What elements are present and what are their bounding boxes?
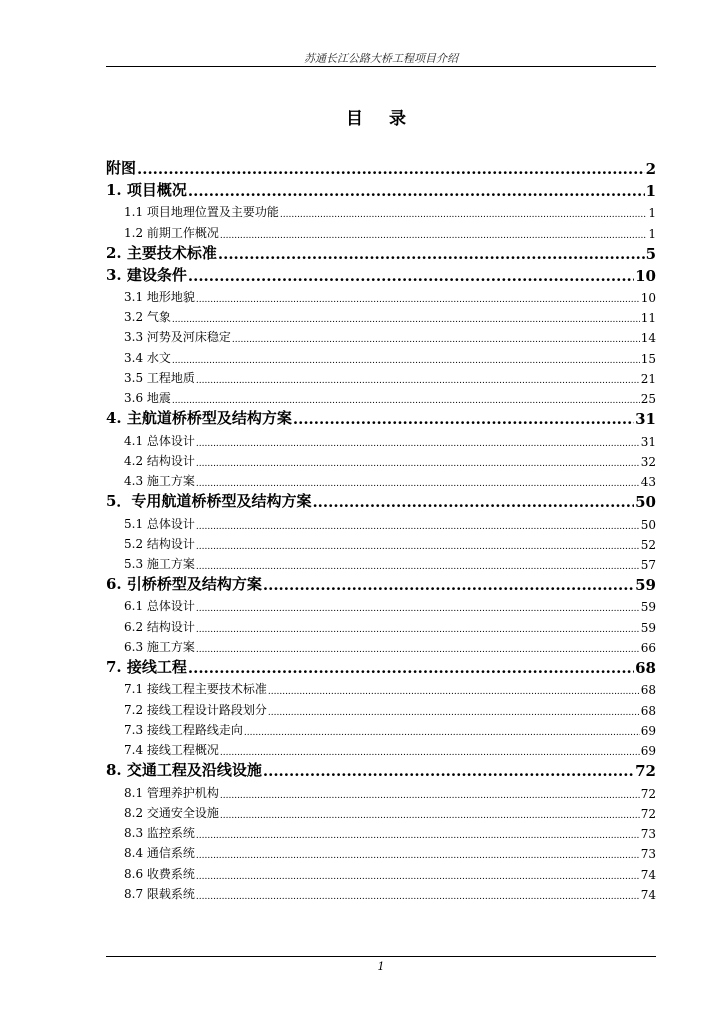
toc-section-entry[interactable] xyxy=(106,366,656,386)
toc-section-entry[interactable] xyxy=(106,220,656,240)
toc-entry-label: 7.4 接线工程概况 xyxy=(124,743,219,758)
toc-entry-label: 8.4 通信系统 xyxy=(124,846,195,861)
toc-section-entry[interactable] xyxy=(106,532,656,552)
toc-section-entry[interactable] xyxy=(106,718,656,738)
toc-entry-page: 68 xyxy=(635,659,656,678)
toc-section-entry[interactable] xyxy=(106,635,656,655)
toc-entry-label: 1. 项目概况 xyxy=(106,181,187,199)
toc-section-entry[interactable] xyxy=(106,841,656,861)
toc-entry-label: 4.3 施工方案 xyxy=(124,474,195,489)
toc-section-entry[interactable] xyxy=(106,325,656,345)
header-divider xyxy=(106,66,656,67)
toc-chapter-entry[interactable] xyxy=(106,572,656,594)
toc-entry-page: 57 xyxy=(640,558,656,573)
toc-dot-leader xyxy=(196,542,640,552)
toc-chapter-entry[interactable] xyxy=(106,489,656,511)
toc-dot-leader xyxy=(172,315,640,325)
toc-entry-page: 74 xyxy=(640,867,656,882)
toc-section-entry[interactable] xyxy=(106,428,656,448)
toc-entry-label: 3.6 地震 xyxy=(124,391,171,406)
toc-entry-page: 59 xyxy=(640,600,656,615)
toc-title: 目 录 xyxy=(346,109,416,129)
toc-entry-page: 59 xyxy=(635,576,656,595)
toc-entry-label: 1.2 前期工作概况 xyxy=(124,225,219,240)
toc-entry-label: 7.1 接线工程主要技术标准 xyxy=(124,682,267,697)
toc-dot-leader xyxy=(196,376,640,386)
running-header: 苏通长江公路大桥工程项目介绍 xyxy=(304,52,458,65)
toc-entry-label: 4.1 总体设计 xyxy=(124,433,195,448)
toc-dot-leader xyxy=(244,728,640,738)
toc-dot-leader xyxy=(188,659,634,677)
toc-entry-page: 5 xyxy=(645,244,656,263)
toc-dot-leader xyxy=(263,576,634,594)
toc-entry-page: 2 xyxy=(645,160,656,178)
toc-section-entry[interactable] xyxy=(106,801,656,821)
toc-chapter-entry[interactable] xyxy=(106,655,656,677)
toc-section-entry[interactable] xyxy=(106,882,656,902)
toc-section-entry[interactable] xyxy=(106,345,656,365)
toc-chapter-entry[interactable] xyxy=(106,178,656,200)
toc-entry-page: 1 xyxy=(645,182,656,200)
toc-dot-leader xyxy=(220,748,640,758)
toc-entry-page: 69 xyxy=(640,723,656,738)
toc-dot-leader xyxy=(196,851,640,861)
toc-entry-label: 5.1 总体设计 xyxy=(124,516,195,531)
toc-entry-page: 14 xyxy=(640,331,656,346)
toc-entry-label: 8. 交通工程及沿线设施 xyxy=(106,761,262,780)
toc-entry-page: 73 xyxy=(640,827,656,842)
toc-entry-page: 72 xyxy=(640,786,656,801)
toc-dot-leader xyxy=(268,708,640,718)
toc-chapter-entry[interactable] xyxy=(106,263,656,285)
toc-section-entry[interactable] xyxy=(106,285,656,305)
toc-entry-label: 8.3 监控系统 xyxy=(124,826,195,841)
toc-dot-leader xyxy=(220,231,647,241)
toc-dot-leader xyxy=(312,493,634,511)
toc-entry-label: 8.7 限载系统 xyxy=(124,887,195,902)
toc-dot-leader xyxy=(172,396,640,406)
toc-dot-leader xyxy=(196,562,640,572)
toc-entry-page: 11 xyxy=(640,311,656,326)
toc-entry-page: 31 xyxy=(640,434,656,449)
toc-entry-label: 6.1 总体设计 xyxy=(124,599,195,614)
toc-dot-leader xyxy=(188,182,645,200)
toc-entry-page: 74 xyxy=(640,888,656,903)
page-number: 1 xyxy=(377,960,385,973)
toc-entry-page: 10 xyxy=(635,266,656,285)
toc-entry-label: 5.2 结构设计 xyxy=(124,536,195,551)
toc-entry-label: 8.2 交通安全设施 xyxy=(124,805,219,820)
toc-dot-leader xyxy=(196,439,640,449)
toc-entry-label: 2. 主要技术标准 xyxy=(106,243,217,262)
toc-chapter-entry[interactable] xyxy=(106,758,656,780)
toc-entry-page: 43 xyxy=(640,475,656,490)
toc-entry-label: 3.2 气象 xyxy=(124,310,171,325)
toc-entry-page: 73 xyxy=(640,847,656,862)
toc-section-entry[interactable] xyxy=(106,780,656,800)
toc-entry-label: 4. 主航道桥桥型及结构方案 xyxy=(106,409,292,428)
toc-section-entry[interactable] xyxy=(106,511,656,531)
toc-entry-label: 3.3 河势及河床稳定 xyxy=(124,330,231,345)
toc-entry-page: 15 xyxy=(640,351,656,366)
toc-dot-leader xyxy=(218,245,645,263)
toc-entry-page: 1 xyxy=(648,226,656,241)
toc-entry-page: 50 xyxy=(640,517,656,532)
toc-section-entry[interactable] xyxy=(106,738,656,758)
toc-section-entry[interactable] xyxy=(106,697,656,717)
footer-divider xyxy=(106,956,656,957)
toc-entry-label: 5．专用航道桥桥型及结构方案 xyxy=(106,492,312,511)
toc-dot-leader xyxy=(188,267,634,285)
toc-entry-label: 3.1 地形地貌 xyxy=(124,289,195,304)
toc-section-entry[interactable] xyxy=(106,449,656,469)
toc-dot-leader xyxy=(268,687,640,697)
toc-dot-leader xyxy=(232,335,640,345)
toc-entry-page: 69 xyxy=(640,744,656,759)
toc-entry-label: 8.1 管理养护机构 xyxy=(124,785,219,800)
toc-dot-leader xyxy=(196,295,640,305)
toc-dot-leader xyxy=(263,762,634,780)
toc-entry-page: 68 xyxy=(640,683,656,698)
toc-entry-page: 72 xyxy=(635,762,656,781)
toc-dot-leader xyxy=(293,410,634,428)
toc-dot-leader xyxy=(196,892,640,902)
toc-entry-page: 21 xyxy=(640,372,656,387)
toc-chapter-entry[interactable] xyxy=(106,241,656,263)
toc-entry-page: 68 xyxy=(640,703,656,718)
toc-section-entry[interactable] xyxy=(106,386,656,406)
toc-entry-label: 7. 接线工程 xyxy=(106,658,187,677)
toc-dot-leader xyxy=(220,811,640,821)
toc-entry-label: 附图 xyxy=(106,159,137,177)
toc-section-entry[interactable] xyxy=(106,469,656,489)
toc-entry-page: 31 xyxy=(635,410,656,429)
toc-entry-page: 72 xyxy=(640,806,656,821)
toc-entry-page: 25 xyxy=(640,392,656,407)
toc-section-entry[interactable] xyxy=(106,677,656,697)
toc-dot-leader xyxy=(196,604,640,614)
toc-dot-leader xyxy=(196,645,640,655)
toc-section-entry[interactable] xyxy=(106,305,656,325)
toc-dot-leader xyxy=(196,625,640,635)
toc-dot-leader xyxy=(280,210,647,220)
toc-chapter-entry[interactable] xyxy=(106,156,656,178)
toc-entry-label: 4.2 结构设计 xyxy=(124,453,195,468)
toc-entry-page: 10 xyxy=(640,290,656,305)
toc-section-entry[interactable] xyxy=(106,200,656,220)
toc-dot-leader xyxy=(196,479,640,489)
table-of-contents xyxy=(106,156,656,902)
toc-entry-label: 6.2 结构设计 xyxy=(124,619,195,634)
toc-dot-leader xyxy=(196,831,640,841)
toc-entry-label: 5.3 施工方案 xyxy=(124,557,195,572)
toc-entry-label: 3. 建设条件 xyxy=(106,265,187,284)
toc-entry-label: 1.1 项目地理位置及主要功能 xyxy=(124,205,279,220)
toc-dot-leader xyxy=(220,791,640,801)
toc-dot-leader xyxy=(196,459,640,469)
toc-section-entry[interactable] xyxy=(106,821,656,841)
toc-section-entry[interactable] xyxy=(106,594,656,614)
toc-chapter-entry[interactable] xyxy=(106,406,656,428)
toc-entry-page: 50 xyxy=(635,493,656,512)
toc-entry-page: 1 xyxy=(648,206,656,221)
toc-entry-page: 32 xyxy=(640,454,656,469)
toc-entry-label: 6.3 施工方案 xyxy=(124,640,195,655)
toc-dot-leader xyxy=(172,356,640,366)
toc-entry-page: 59 xyxy=(640,620,656,635)
toc-entry-page: 52 xyxy=(640,537,656,552)
toc-dot-leader xyxy=(137,160,645,178)
toc-entry-label: 8.6 收费系统 xyxy=(124,866,195,881)
toc-dot-leader xyxy=(196,522,640,532)
toc-entry-label: 7.2 接线工程设计路段划分 xyxy=(124,702,267,717)
toc-section-entry[interactable] xyxy=(106,552,656,572)
toc-entry-label: 6. 引桥桥型及结构方案 xyxy=(106,575,262,594)
toc-entry-label: 3.5 工程地质 xyxy=(124,371,195,386)
toc-entry-label: 7.3 接线工程路线走向 xyxy=(124,722,243,737)
toc-entry-page: 66 xyxy=(640,641,656,656)
toc-section-entry[interactable] xyxy=(106,614,656,634)
toc-section-entry[interactable] xyxy=(106,861,656,881)
toc-entry-label: 3.4 水文 xyxy=(124,350,171,365)
toc-dot-leader xyxy=(196,872,640,882)
